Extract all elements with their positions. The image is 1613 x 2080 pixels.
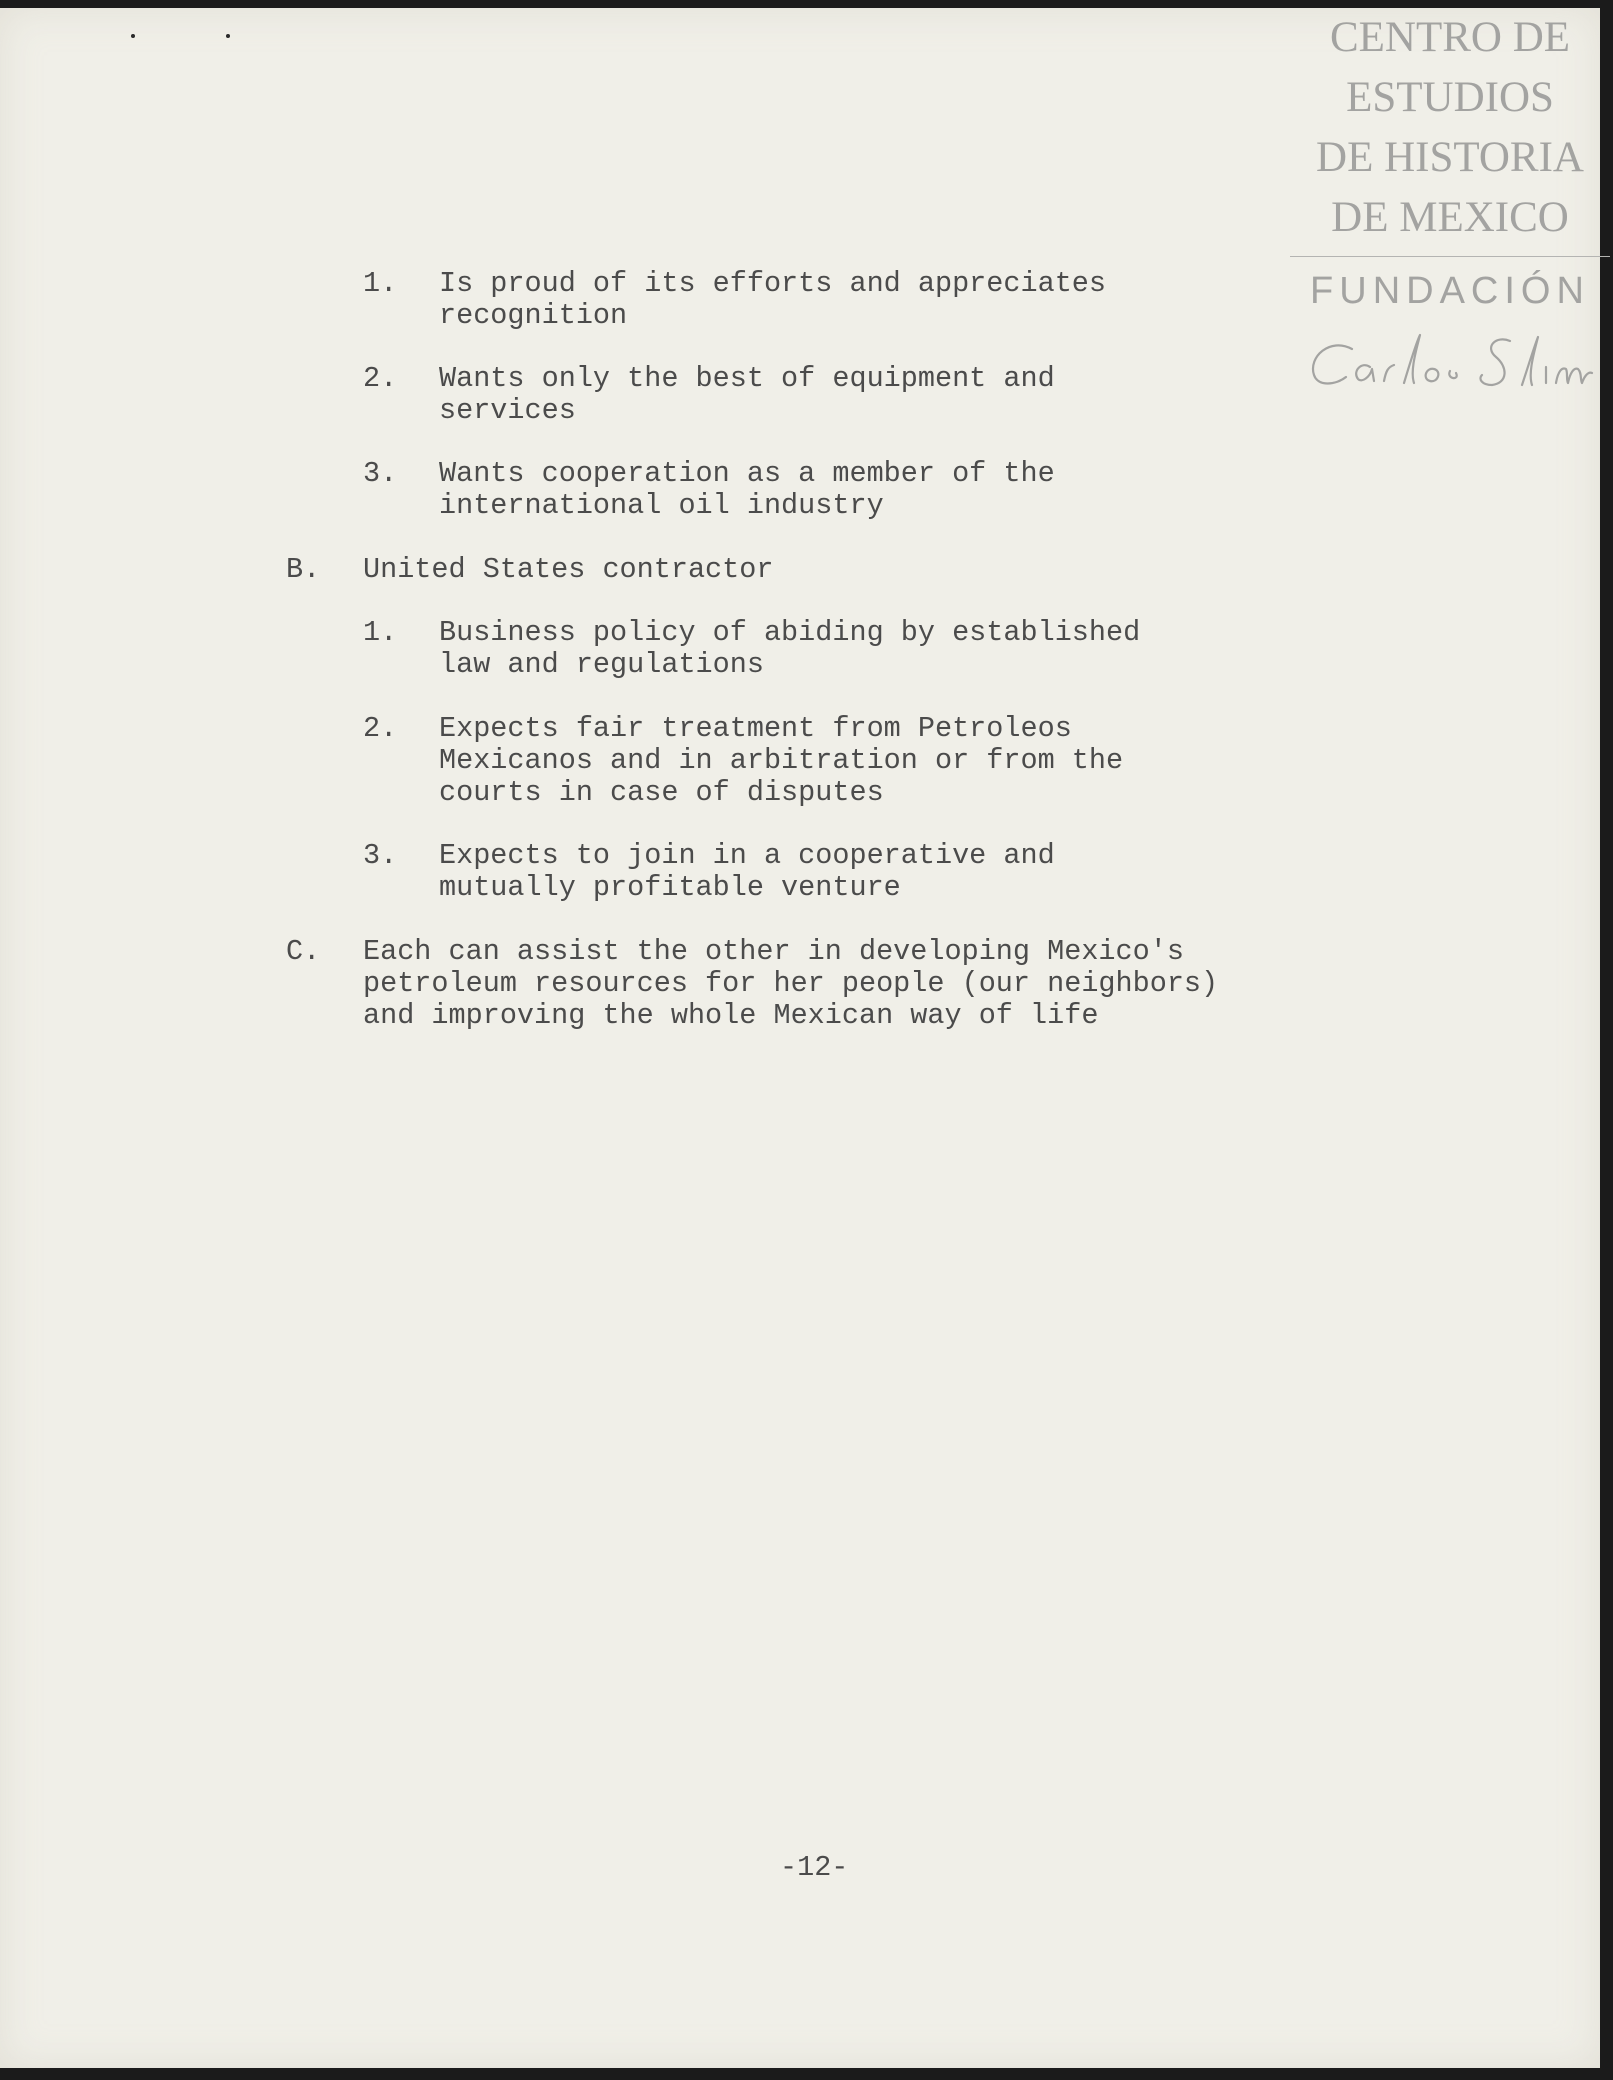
item-marker: 2. [363, 362, 398, 395]
section-marker: B. [286, 553, 321, 586]
watermark-line: ESTUDIOS [1346, 74, 1554, 121]
list-item-line: international oil industry [439, 489, 884, 522]
list-item-line: Expects fair treatment from Petroleos [439, 712, 1072, 745]
section-marker: C. [286, 935, 321, 968]
watermark-line: DE MEXICO [1331, 194, 1569, 241]
archive-watermark [1290, 8, 1610, 397]
watermark-foundation: FUNDACIÓN [1310, 270, 1590, 312]
item-marker: 2. [363, 712, 398, 745]
item-marker: 1. [363, 267, 398, 300]
paragraph-line: and improving the whole Mexican way of life [363, 999, 1099, 1032]
list-item-line: Is proud of its efforts and appreciates [439, 267, 1107, 300]
item-marker: 3. [363, 457, 398, 490]
list-item-line: courts in case of disputes [439, 776, 884, 809]
list-item-line: Expects to join in a cooperative and [439, 839, 1055, 872]
list-item-line: services [439, 394, 576, 427]
page-number: -12- [780, 1851, 849, 1884]
item-marker: 3. [363, 839, 398, 872]
watermark-line: CENTRO DE [1329, 14, 1571, 61]
punch-mark-left [131, 34, 135, 38]
section-title: United States contractor [363, 553, 774, 586]
list-item-line: law and regulations [439, 648, 764, 681]
list-item-line: Wants only the best of equipment and [439, 362, 1055, 395]
paragraph-line: petroleum resources for her people (our neighbors) [363, 967, 1219, 1000]
watermark-divider [1290, 256, 1610, 257]
item-marker: 1. [363, 616, 398, 649]
paragraph-line: Each can assist the other in developing Mexico's [363, 935, 1184, 968]
list-item-line: Mexicanos and in arbitration or from the [439, 744, 1124, 777]
signature-logo [1300, 327, 1600, 397]
list-item-line: Business policy of abiding by established [439, 616, 1141, 649]
list-item-line: mutually profitable venture [439, 871, 901, 904]
punch-mark-right [226, 34, 230, 38]
list-item-line: recognition [439, 299, 628, 332]
watermark-line: DE HISTORIA [1316, 134, 1584, 181]
document-page [0, 8, 1600, 2068]
list-item-line: Wants cooperation as a member of the [439, 457, 1055, 490]
